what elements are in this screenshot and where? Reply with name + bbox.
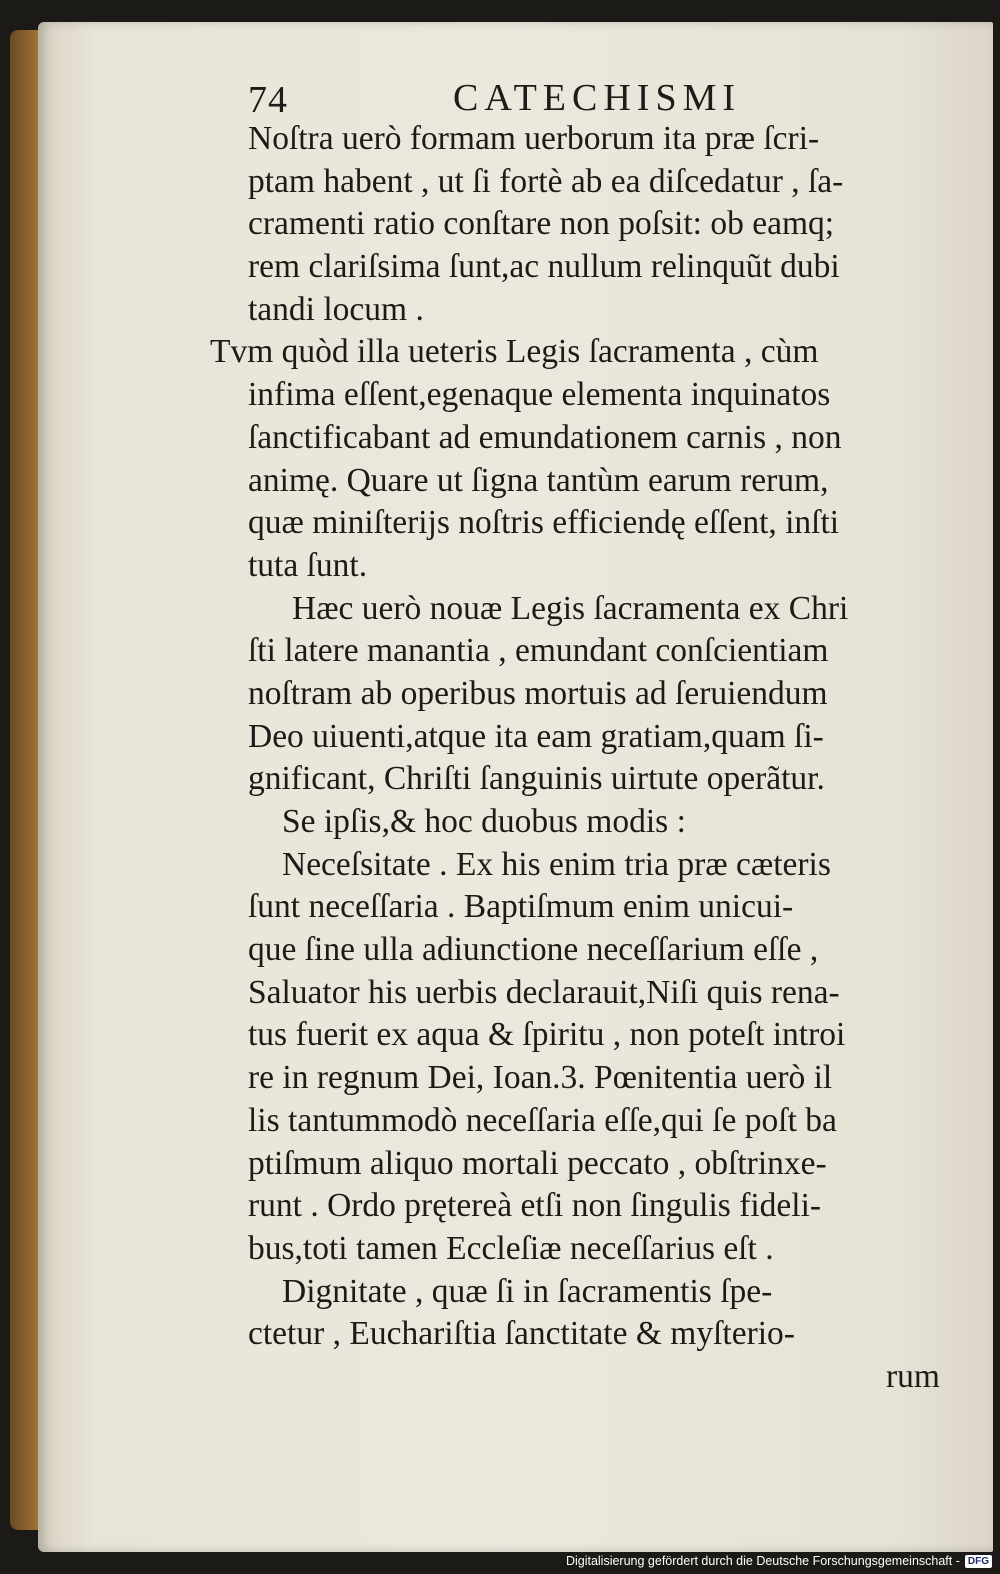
- digitization-credit: [566, 1554, 992, 1568]
- text-line: lis tantummodò neceſſaria eſſe,qui ſe poſt ba: [248, 1101, 837, 1139]
- text-line: ptiſmum aliquo mortali peccato , obſtrinxe-: [248, 1144, 827, 1182]
- text-line: bus,toti tamen Eccleſiæ neceſſarius eſt .: [248, 1229, 774, 1267]
- text-line: Saluator his uerbis declarauit,Niſi quis rena-: [248, 973, 840, 1011]
- dfg-logo: DFG: [965, 1555, 992, 1568]
- text-line: ſunt neceſſaria . Baptiſmum enim unicui-: [248, 888, 794, 926]
- text-line: noſtram ab operibus mortuis ad ſeruiendum: [248, 674, 828, 712]
- text-line: ctetur , Euchariſtia ſanctitate & myſterio-: [248, 1315, 795, 1353]
- text-line: gnificant, Chriſti ſanguinis uirtute operãtur.: [248, 760, 825, 798]
- text-line: quæ miniſterijs noſtris efficiendę eſſent, inſti: [248, 504, 840, 542]
- text-line: ſanctificabant ad emundationem carnis , non: [248, 418, 842, 456]
- page-header: [248, 76, 938, 124]
- text-line: Hæc uerò nouæ Legis ſacramenta ex Chri: [292, 589, 849, 627]
- text-line: Neceſsitate . Ex his enim tria præ cæteris: [282, 845, 831, 883]
- page-number: 74: [248, 79, 288, 121]
- body-text: [210, 118, 940, 1399]
- running-title: CATECHISMI: [453, 77, 742, 119]
- text-line: tuta ſunt.: [248, 546, 368, 584]
- text-line: ſti latere manantia , emundant conſcientiam: [248, 632, 829, 670]
- text-line: re in regnum Dei, Ioan.3. Pœnitentia uerò il: [248, 1059, 833, 1097]
- text-line: tandi locum .: [248, 290, 424, 328]
- catchword: rum: [886, 1357, 940, 1395]
- text-line: rem clariſsima ſunt,ac nullum relinquũt dubi: [248, 248, 840, 286]
- text-line: infima eſſent,egenaque elementa inquinatos: [248, 376, 831, 414]
- text-line: Dignitate , quæ ſi in ſacramentis ſpe-: [282, 1272, 773, 1310]
- credit-text: Digitalisierung gefördert durch die Deutsche Forschungsgemeinschaft -: [565, 1554, 960, 1568]
- text-line: ptam habent , ut ſi fortè ab ea diſcedatur , ſa-: [248, 162, 844, 200]
- text-line: Se ipſis,& hoc duobus modis :: [282, 803, 686, 840]
- text-line: que ſine ulla adiunctione neceſſarium eſſe ,: [248, 931, 819, 969]
- text-line: tus fuerit ex aqua & ſpiritu , non poteſt introi: [248, 1016, 846, 1054]
- text-line: Noſtra uerò formam uerborum ita præ ſcri-: [248, 120, 820, 157]
- text-line: Deo uiuenti,atque ita eam gratiam,quam ſi-: [248, 717, 824, 755]
- text-line: cramenti ratio conſtare non poſsit: ob eamq;: [248, 205, 835, 243]
- text-line: animę. Quare ut ſigna tantùm earum rerum,: [248, 461, 829, 499]
- text-line: Tvm quòd illa ueteris Legis ſacramenta , cùm: [210, 333, 819, 371]
- text-line: runt . Ordo prętereà etſi non ſingulis fideli-: [248, 1187, 822, 1225]
